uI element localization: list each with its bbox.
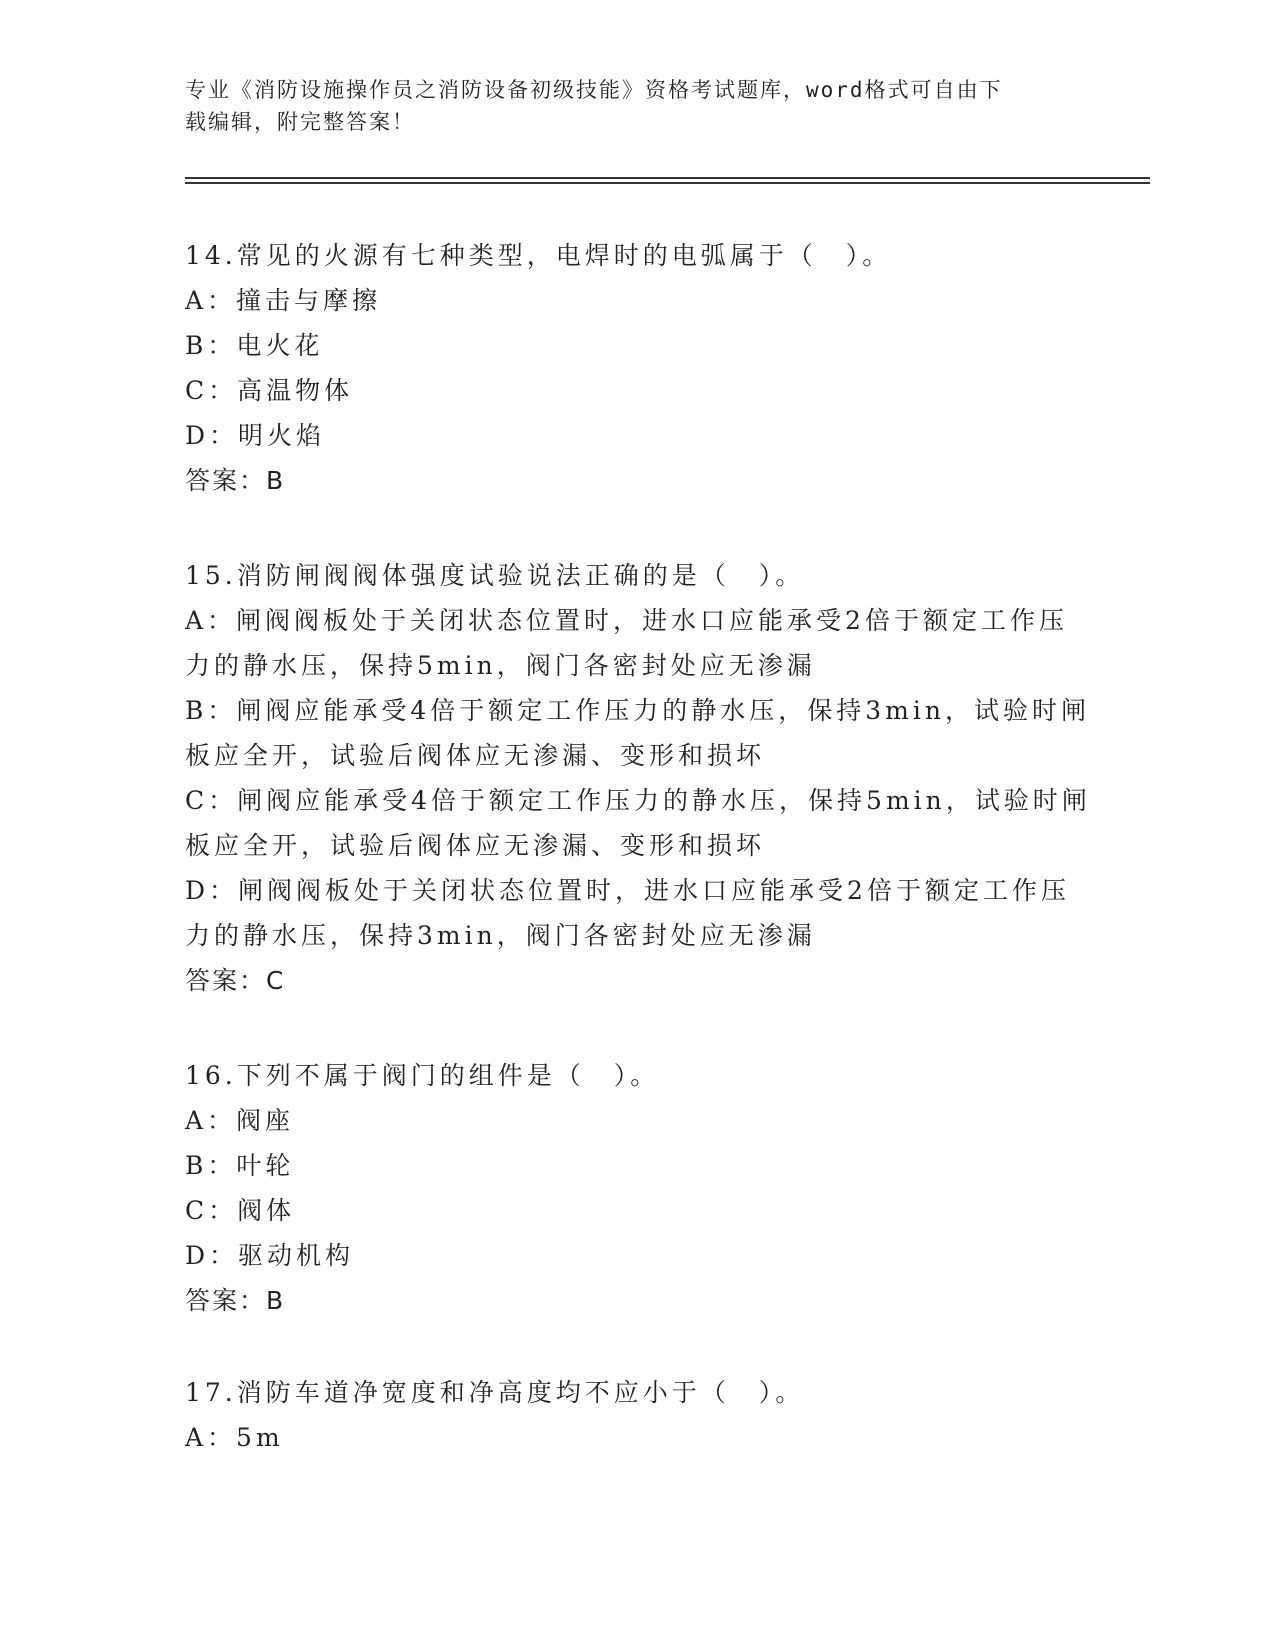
question-stem: 15.消防闸阀阀体强度试验说法正确的是（ ）。 bbox=[185, 561, 805, 590]
option-c: C：高温物体 bbox=[185, 376, 354, 405]
answer: 答案：B bbox=[185, 466, 286, 495]
option-b: B：电火花 bbox=[185, 331, 324, 360]
document-header bbox=[185, 74, 1065, 138]
option-b-line-1: B：闸阀应能承受4倍于额定工作压力的静水压，保持3min，试验时闸 bbox=[185, 696, 1090, 725]
option-d-line-2: 力的静水压，保持3min，阀门各密封处应无渗漏 bbox=[185, 921, 816, 950]
answer: 答案：C bbox=[185, 966, 286, 995]
question-15 bbox=[185, 553, 1091, 1003]
option-c-line-1: C：闸阀应能承受4倍于额定工作压力的静水压，保持5min，试验时闸 bbox=[185, 786, 1091, 815]
question-17 bbox=[185, 1370, 1065, 1460]
answer: 答案：B bbox=[185, 1286, 286, 1315]
header-divider-bottom bbox=[185, 182, 1150, 184]
option-a: A：5m bbox=[185, 1423, 284, 1452]
option-d: D：明火焰 bbox=[185, 421, 326, 450]
option-b: B：叶轮 bbox=[185, 1151, 295, 1180]
header-divider-top bbox=[185, 177, 1150, 179]
question-stem: 16.下列不属于阀门的组件是（ ）。 bbox=[185, 1061, 660, 1090]
header-line-1: 专业《消防设施操作员之消防设备初级技能》资格考试题库，word格式可自由下 bbox=[185, 78, 1003, 102]
option-a: A：阀座 bbox=[185, 1106, 295, 1135]
question-14 bbox=[185, 233, 1065, 503]
option-d-line-1: D：闸阀阀板处于关闭状态位置时，进水口应能承受2倍于额定工作压 bbox=[185, 876, 1070, 905]
option-c: C：阀体 bbox=[185, 1196, 296, 1225]
option-d: D：驱动机构 bbox=[185, 1241, 355, 1270]
option-a-line-2: 力的静水压，保持5min，阀门各密封处应无渗漏 bbox=[185, 651, 816, 680]
question-16 bbox=[185, 1053, 1065, 1323]
option-b-line-2: 板应全开，试验后阀体应无渗漏、变形和损坏 bbox=[185, 741, 766, 770]
header-line-2: 载编辑，附完整答案！ bbox=[185, 110, 415, 134]
option-c-line-2: 板应全开，试验后阀体应无渗漏、变形和损坏 bbox=[185, 831, 766, 860]
option-a-line-1: A：闸阀阀板处于关闭状态位置时，进水口应能承受2倍于额定工作压 bbox=[185, 606, 1068, 635]
option-a: A：撞击与摩擦 bbox=[185, 286, 382, 315]
question-stem: 14.常见的火源有七种类型，电焊时的电弧属于（ ）。 bbox=[185, 241, 892, 270]
question-stem: 17.消防车道净宽度和净高度均不应小于（ ）。 bbox=[185, 1378, 805, 1407]
